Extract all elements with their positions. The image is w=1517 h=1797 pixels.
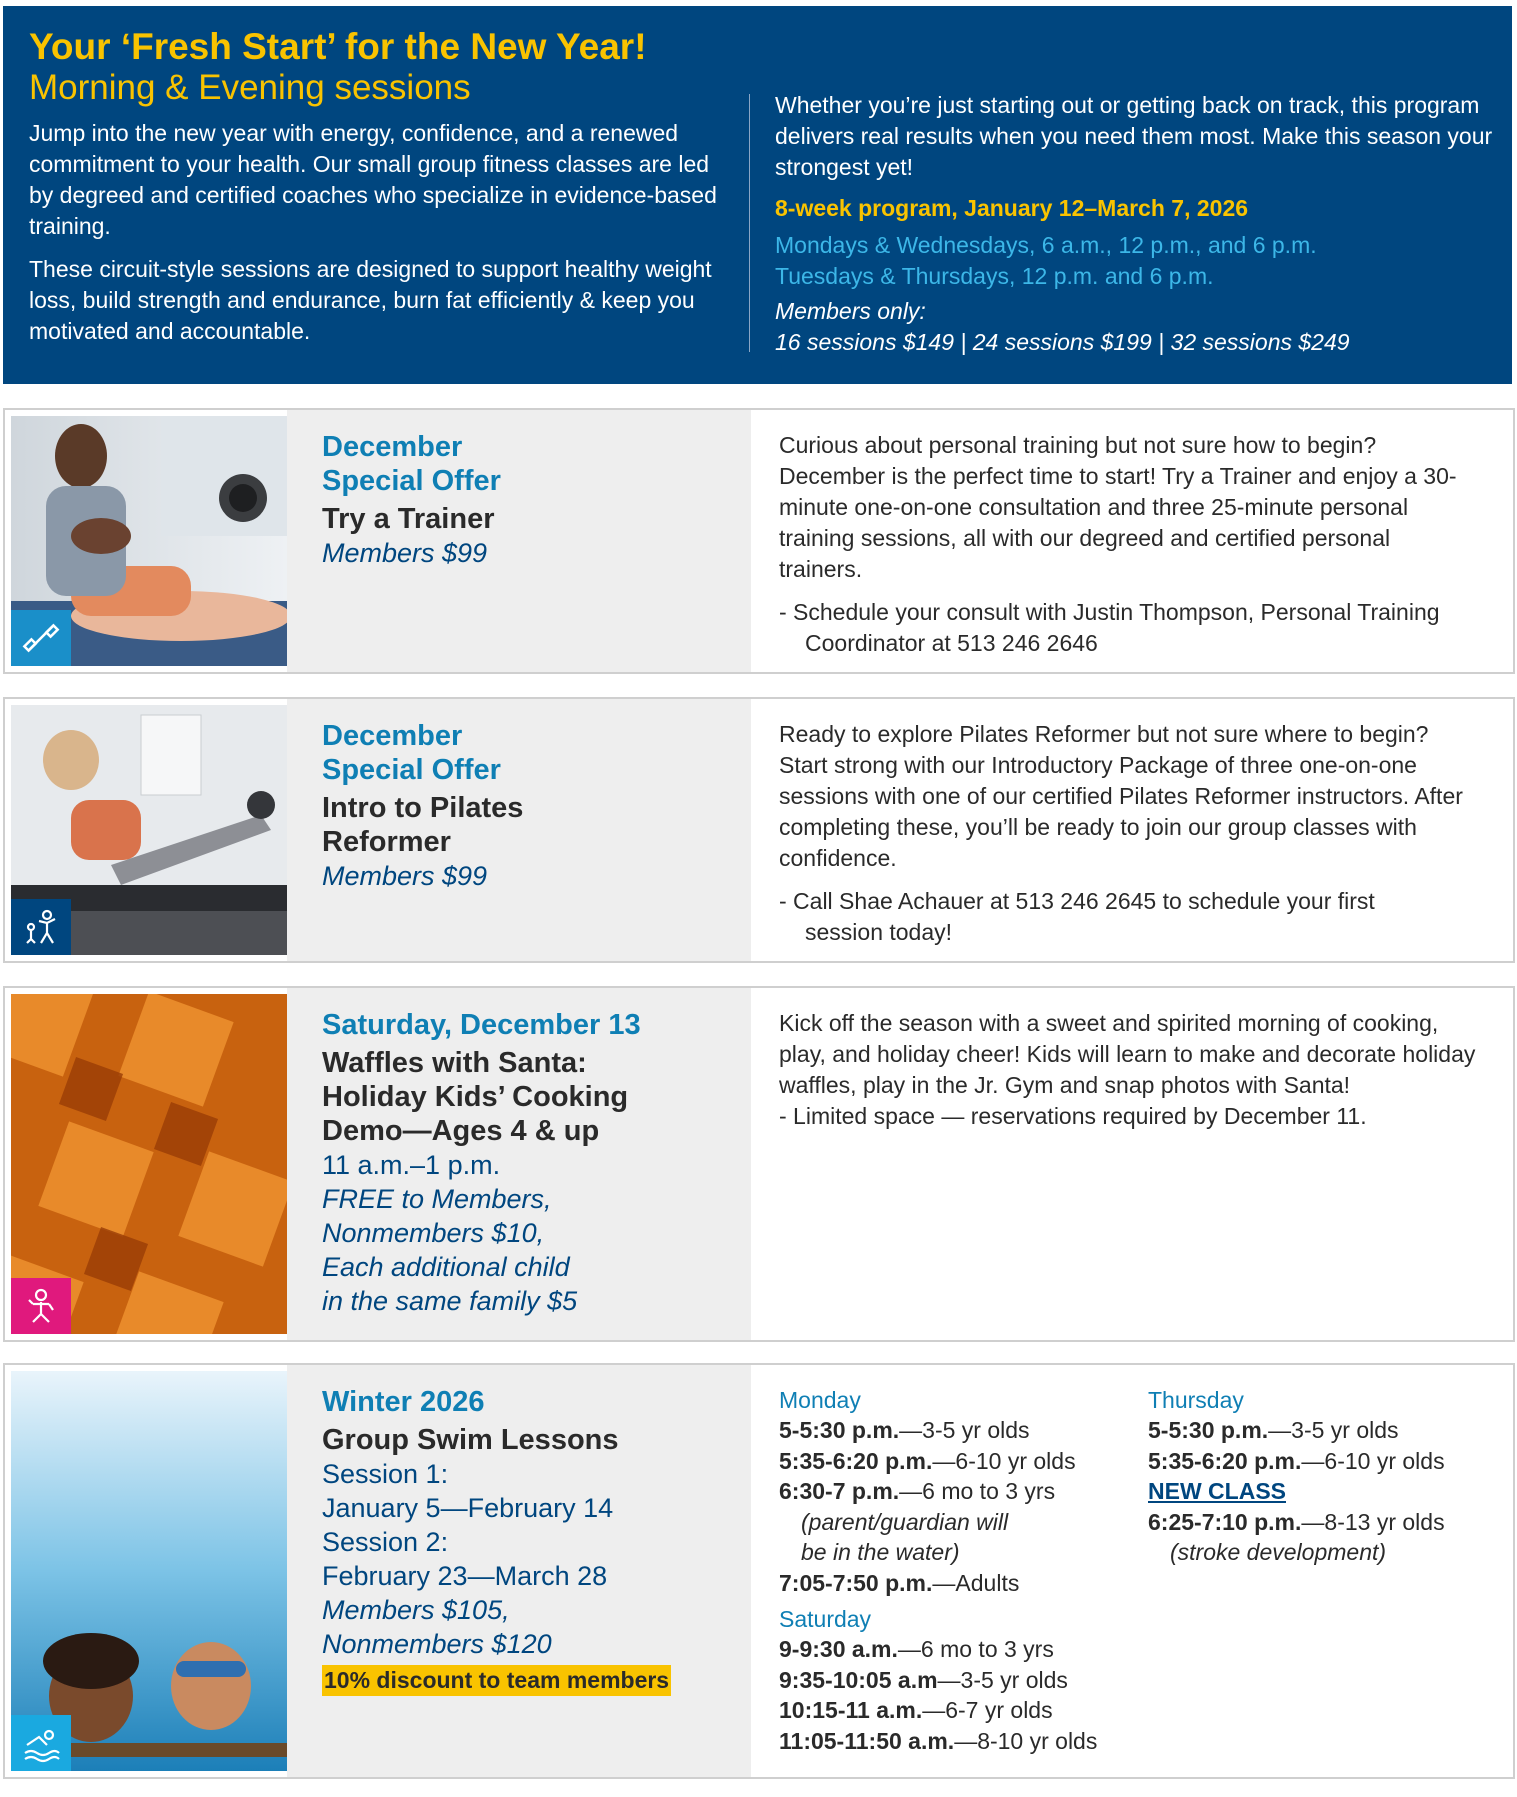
trainer-photo [11,416,287,666]
banner-right [775,90,1495,358]
dumbbell-icon [11,610,71,666]
trainer-details [779,430,1479,659]
session-1-label: Session 1: [322,1459,449,1489]
schedule-row: 5-5:30 p.m.—3-5 yr olds [1148,1417,1399,1443]
offer-title: Intro to Pilates Reformer [322,792,524,858]
pilates-photo [11,705,287,955]
swimmer-icon [11,1715,71,1771]
event-date: Saturday, December 13 [322,1009,641,1041]
trainer-contact: - Schedule your consult with Justin Thompson, Personal Training Coordinator at 513 246 2646 [779,599,1440,656]
session-1-dates: January 5—February 14 [322,1493,614,1523]
waffles-summary-panel [287,988,751,1340]
schedule-row: 7:05-7:50 p.m.—Adults [779,1569,1020,1596]
banner-subtitle: Morning & Evening sessions [29,68,471,107]
schedule-row: 9-9:30 a.m.—6 mo to 3 yrs [779,1636,1054,1662]
pilates-summary-panel [287,699,751,961]
pilates-description: Ready to explore Pilates Reformer but not sure where to begin? Start strong with our Introductory Package of three one-on-one sessions with one of our certified Pilates Reformer instructors. After completing these, you’ll be ready to join our group classes with confidence. [779,721,1463,871]
schedule-note: be in the water) [801,1539,960,1565]
swim-photo [11,1371,287,1771]
banner-title: Your ‘Fresh Start’ for the New Year! [29,26,647,67]
event-price-additional: Each additional child [322,1252,570,1282]
trainer-description: Curious about personal training but not sure how to begin? December is the perfect time to start! Try a Trainer and enjoy a 30-minute one-on-one consultation and three 25-minute personal training sessions, all with our degreed and certified personal trainers. [779,432,1457,582]
session-2-label: Session 2: [322,1527,449,1557]
schedule-row: 6:25-7:10 p.m.—8-13 yr olds [1148,1508,1445,1535]
schedule-row: 5:35-6:20 p.m.—6-10 yr olds [779,1447,1076,1474]
offer-price: Members $99 [322,861,488,891]
members-only-label: Members only: [775,298,926,324]
pilates-reformer-card [3,697,1515,963]
session-2-dates: February 23—March 28 [322,1561,608,1591]
new-class-label: NEW CLASS [1148,1478,1286,1504]
event-price-family: in the same family $5 [322,1286,578,1316]
banner-paragraph-1: Jump into the new year with energy, confidence, and a renewed commitment to your health. Our small group fitness classes are led by degreed and certified coaches who specialize in evidence-based training. [29,120,717,239]
team-discount-highlight: 10% discount to team members [322,1665,671,1696]
fresh-start-banner [3,6,1512,384]
monday-saturday-schedule [779,1385,1139,1756]
family-icon [11,899,71,955]
schedule-note: (parent/guardian will [801,1508,1009,1535]
thursday-label: Thursday [1148,1387,1244,1413]
event-title: Waffles with Santa: Holiday Kids’ Cooking Demo—Ages 4 & up [322,1047,629,1147]
waffles-details [779,1008,1479,1132]
banner-right-paragraph: Whether you’re just starting out or getting back on track, this program delivers real results when you need them most. Make this season your strongest yet! [775,92,1493,180]
schedule-tue-thu: Tuesdays & Thursdays, 12 p.m. and 6 p.m. [775,263,1214,289]
schedule-note: (stroke development) [1170,1539,1387,1565]
schedule-row: 5:35-6:20 p.m.—6-10 yr olds [1148,1447,1445,1474]
schedule-row: 6:30-7 p.m.—6 mo to 3 yrs [779,1478,1056,1504]
swim-price-members: Members $105, [322,1595,510,1625]
schedule-row: 5-5:30 p.m.—3-5 yr olds [779,1417,1030,1443]
banner-divider [749,94,750,352]
offer-heading-special: Special Offer [322,754,501,786]
waffles-with-santa-card [3,986,1515,1342]
kid-icon [11,1278,71,1334]
offer-heading-special: Special Offer [322,465,501,497]
swim-title: Group Swim Lessons [322,1424,619,1456]
event-price-nonmembers: Nonmembers $10, [322,1218,545,1248]
thursday-schedule [1148,1385,1498,1568]
session-pricing: 16 sessions $149 | 24 sessions $199 | 32 sessions $249 [775,329,1350,355]
schedule-mon-wed: Mondays & Wednesdays, 6 a.m., 12 p.m., and 6 p.m. [775,232,1317,258]
offer-heading-month: December [322,720,463,752]
schedule-row: 11:05-11:50 a.m.—8-10 yr olds [779,1727,1098,1754]
pilates-contact: - Call Shae Achauer at 513 246 2645 to schedule your first session today! [779,888,1375,945]
swim-price-nonmembers: Nonmembers $120 [322,1629,552,1659]
event-price-members: FREE to Members, [322,1184,552,1214]
schedule-row: 9:35-10:05 a.m—3-5 yr olds [779,1666,1068,1693]
offer-heading-month: December [322,431,463,463]
pilates-details [779,719,1479,948]
banner-paragraph-2: These circuit-style sessions are designed to support healthy weight loss, build strength and endurance, burn fat efficiently & keep you motivated and accountable. [29,256,712,344]
monday-label: Monday [779,1387,861,1413]
event-time: 11 a.m.–1 p.m. [322,1150,501,1180]
swim-season: Winter 2026 [322,1386,485,1418]
waffles-reservation-note: - Limited space — reservations required by December 11. [779,1103,1367,1129]
try-a-trainer-card [3,408,1515,674]
group-swim-lessons-card [3,1363,1515,1779]
waffles-description: Kick off the season with a sweet and spirited morning of cooking, play, and holiday cheer! Kids will learn to make and decorate holiday waffles, play in the Jr. Gym and snap photos with Santa! [779,1010,1476,1098]
trainer-summary-panel [287,410,751,672]
offer-price: Members $99 [322,538,488,568]
program-dates: 8-week program, January 12–March 7, 2026 [775,195,1249,221]
saturday-label: Saturday [779,1606,872,1632]
swim-summary-panel [287,1365,751,1777]
banner-left [29,26,719,357]
offer-title: Try a Trainer [322,503,495,535]
waffle-photo [11,994,287,1334]
schedule-row: 10:15-11 a.m.—6-7 yr olds [779,1697,1053,1723]
